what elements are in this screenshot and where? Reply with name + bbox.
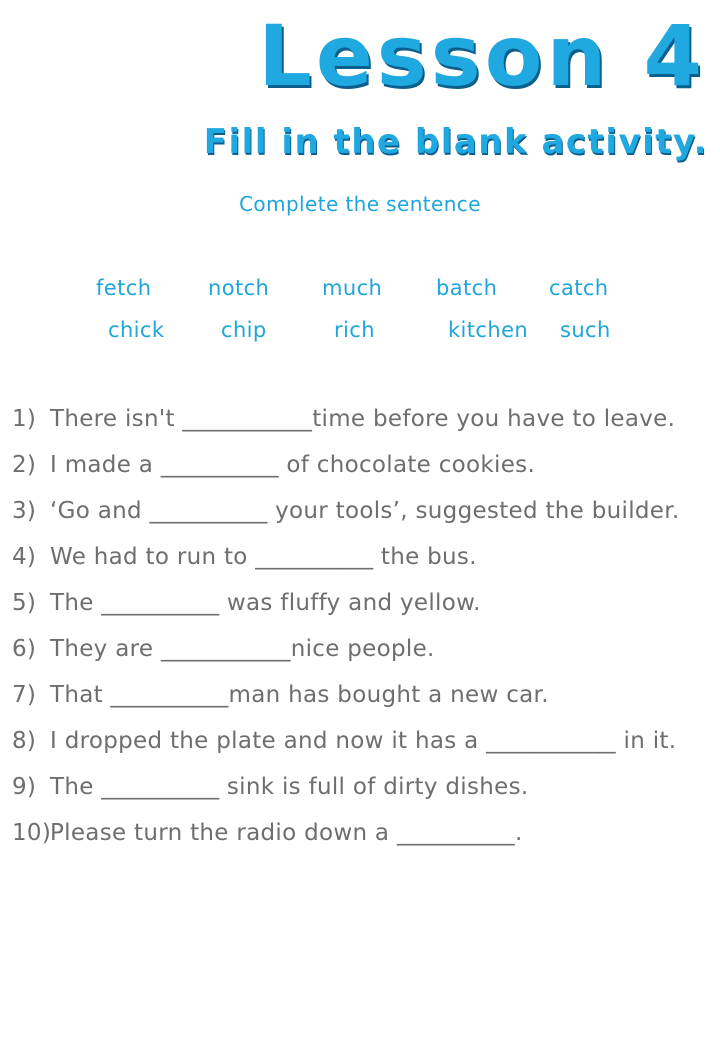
question-number: 8)	[12, 728, 37, 754]
word-bank-word: notch	[208, 276, 270, 300]
question-list	[12, 400, 712, 860]
instruction-text: Complete the sentence	[239, 192, 481, 216]
word-bank-word: such	[560, 318, 611, 342]
word-bank	[0, 0, 720, 360]
activity-subtitle: Fill in the blank activity.	[203, 122, 708, 162]
question-text: I dropped the plate and now it has a ___________ in it.	[50, 728, 677, 754]
word-bank-word: rich	[334, 318, 375, 342]
question-text: We had to run to __________ the bus.	[50, 544, 477, 570]
question-text: I made a __________ of chocolate cookies.	[50, 452, 536, 478]
question-number: 5)	[12, 590, 37, 616]
question-text: The __________ sink is full of dirty dishes.	[50, 774, 529, 800]
word-bank-word: much	[322, 276, 383, 300]
word-bank-word: batch	[436, 276, 498, 300]
question-item	[12, 446, 712, 484]
question-number: 4)	[12, 544, 37, 570]
question-item	[12, 538, 712, 576]
lesson-title: Lesson 4	[258, 7, 706, 105]
question-text: The __________ was fluffy and yellow.	[50, 590, 481, 616]
word-bank-word: fetch	[96, 276, 152, 300]
word-bank-word: kitchen	[448, 318, 529, 342]
question-number: 10)	[12, 820, 52, 846]
question-text: ‘Go and __________ your tools’, suggested the builder.	[50, 498, 680, 524]
question-item	[12, 676, 712, 714]
word-bank-word: chip	[221, 318, 267, 342]
question-number: 3)	[12, 498, 37, 524]
word-bank-word: catch	[549, 276, 609, 300]
question-text: That __________man has bought a new car.	[50, 682, 549, 708]
question-item	[12, 630, 712, 668]
question-number: 6)	[12, 636, 37, 662]
question-number: 9)	[12, 774, 37, 800]
question-number: 2)	[12, 452, 37, 478]
word-bank-word: chick	[108, 318, 165, 342]
question-number: 7)	[12, 682, 37, 708]
question-text: Please turn the radio down a __________.	[50, 820, 523, 846]
question-item	[12, 492, 712, 530]
question-item	[12, 722, 712, 760]
question-item	[12, 768, 712, 806]
question-item	[12, 814, 712, 852]
question-text: They are ___________nice people.	[50, 636, 435, 662]
question-item	[12, 400, 712, 438]
question-item	[12, 584, 712, 622]
question-number: 1)	[12, 406, 37, 432]
question-text: There isn't ___________time before you have to leave.	[50, 406, 676, 432]
